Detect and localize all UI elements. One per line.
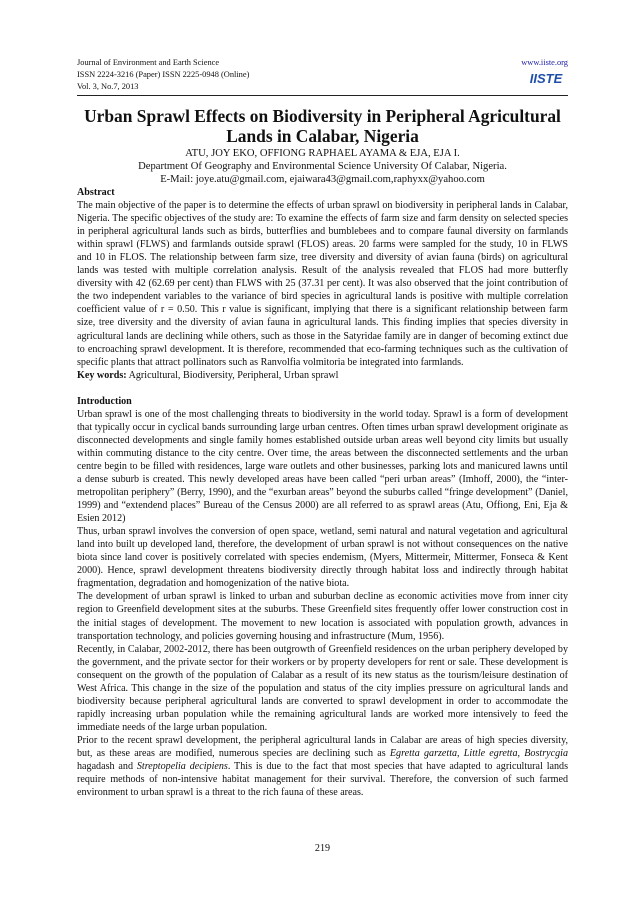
section-gap [77, 382, 568, 395]
paper-title: Urban Sprawl Effects on Biodiversity in Peripheral Agricultural Lands in Calabar, Nigeria [84, 106, 561, 146]
intro-paragraph-2: Thus, urban sprawl involves the conversion of open space, wetland, semi natural and natural vegetation and agricultural land into built up developed land, therefore, the development of urban sprawl is not without consequences on the native biota since land cover is positively correlated with species endemism, (Myers, Mittermeir, Mittermer, Fonseca & Kent 2000). Hence, sprawl development threatens biodiversity directly through habitat loss and indirectly through habitat fragmentation, degradation and homogenization of the native biota. [77, 526, 568, 590]
keywords-text: Agricultural, Biodiversity, Peripheral, Urban sprawl [126, 369, 339, 381]
volume-line: Vol. 3, No.7, 2013 [77, 82, 139, 92]
logo-text: IISTE [529, 71, 563, 86]
iiste-logo [524, 67, 568, 89]
p5-text-mid: hagadash and [77, 761, 137, 773]
authors-line: ATU, JOY EKO, OFFIONG RAPHAEL AYAMA & EJA, EJA I. [185, 148, 460, 159]
introduction-heading: Introduction [77, 395, 132, 407]
keywords-label: Key words: [77, 369, 127, 381]
p5-text-end: . This is due to the fact that most species that have adapted to agricultural lands require methods of non-intensive habitat management for their survival. Therefore, the conversion of such farmed environment to urban sprawl is a threat to the rich fauna of these areas. [77, 761, 568, 799]
issn-line: ISSN 2224-3216 (Paper) ISSN 2225-0948 (Online) [77, 70, 250, 80]
intro-paragraph-5 [77, 734, 568, 799]
journal-header [77, 57, 568, 94]
keywords-line [77, 369, 568, 382]
journal-url-link[interactable]: www.iiste.org [521, 58, 568, 67]
intro-paragraph-4: Recently, in Calabar, 2002-2012, there has been outgrowth of Greenfield residences on the urban periphery developed by the government, and the private sector for their workers or by property developers for rent or sale. These development is consequent on the growth of the population of Calabar as a result of its new status as the tourism/leisure destination of West Africa. This change in the size of the population and status of the city implies pressure on agricultural lands and biodiversity because peripheral agricultural lands are converted to sprawl development in order to accommodate the rapidly increasing urban population while the remaining agricultural lands are worked more intensively to feed the immediate needs of the large urban population. [77, 643, 568, 733]
abstract-text: The main objective of the paper is to determine the effects of urban sprawl on biodiversity in peripheral lands in Calabar, Nigeria. The specific objectives of the study are: To examine the effects of farm size and farm density on selected species in peripheral agricultural lands such as birds, butterflies and bumblebees and to compare faunal diversity on farmlands within sprawl (FLWS) and farmlands outside sprawl (FLOS) areas. 20 farms were sampled for the study, 10 in FLWS and 10 in FLOS. The relationship between farm size, tree diversity and diversity of avian fauna (birds) on agricultural lands was tested with multiple correlation analysis. Result of the analysis revealed that FLOS had more butterfly diversity with 42 (62.69 per cent) than FLWS with 25 (37.31 per cent). It was also observed that the joint contribution of the two independent variables to the variance of bird species in agricultural lands is positive with multiple correlation coefficient value of r = 0.50. This r value is significant, implying that there is a significant relationship between farm size, tree diversity and the diversity of avian fauna in agricultural lands. This finding implies that species diversity in agricultural lands are declining while others, such as those in the Satyridae family are in danger of becoming extinct due to encroaching sprawl development. It is therefore, recommended that eco-farming techniques such as the cultivation of specific plants that attract pollinators such as Ranvolfia volmitoria be integrated into farmlands. [77, 200, 568, 368]
p5-text-start: Prior to the recent sprawl development, the peripheral agricultural lands in Calabar are areas of high species diversity, but, as these areas are modified, numerous species are declining such as [77, 734, 568, 759]
journal-name: Journal of Environment and Earth Science [77, 58, 220, 67]
header-divider [77, 95, 568, 96]
species-names-2: Streptopelia decipiens [136, 761, 228, 773]
species-names-1: Egretta garzetta, Little egretta, Bostrycgia [389, 747, 568, 759]
page-number: 219 [314, 843, 331, 854]
affiliation-line: Department Of Geography and Environmental Science University Of Calabar, Nigeria. [138, 161, 507, 172]
email-line: E-Mail: joye.atu@gmail.com, ejaiwara43@gmail.com,raphyxx@yahoo.com [160, 174, 485, 185]
paper-body [77, 186, 568, 799]
abstract-heading: Abstract [77, 187, 115, 198]
intro-paragraph-1: Urban sprawl is one of the most challenging threats to biodiversity in the world today. Sprawl is a form of development that typically occur in cyclical bands surrounding large urban centres. Often times urban sprawl development originate as disconnected developments and single family homes established outside urban areas well beyond city limits but usually within commuting distance to the city centre. Over time, the areas between the disconnected settlements and the urban centre begin to be filled with residences, large ware outlets and other businesses, parking lots and manicured lawns until a dense suburb is created. This newly developed areas have been called “peri urban areas” (Imhoff, 2000), the “inter-metropolitan periphery” (Berry, 1990), and the “exurban areas” beyond the suburbs called “fringe development” (Daniel, 1999) and “extendend places” Bureau of the Census 2000) are all referred to as sprawl areas (Atu, Offiong, Eni, Eja & Esien 2012) [77, 408, 568, 525]
intro-paragraph-3: The development of urban sprawl is linked to urban and suburban decline as economic activities move from inner city region to Greenfield development sites at the suburbs. These Greenfield sites frequently offer lower construction cost in the initial stages of development. The movement to new location is associated with population growth, advances in transportation technology, and policies governing housing and infrastructure (Mum, 1956). [77, 591, 568, 642]
